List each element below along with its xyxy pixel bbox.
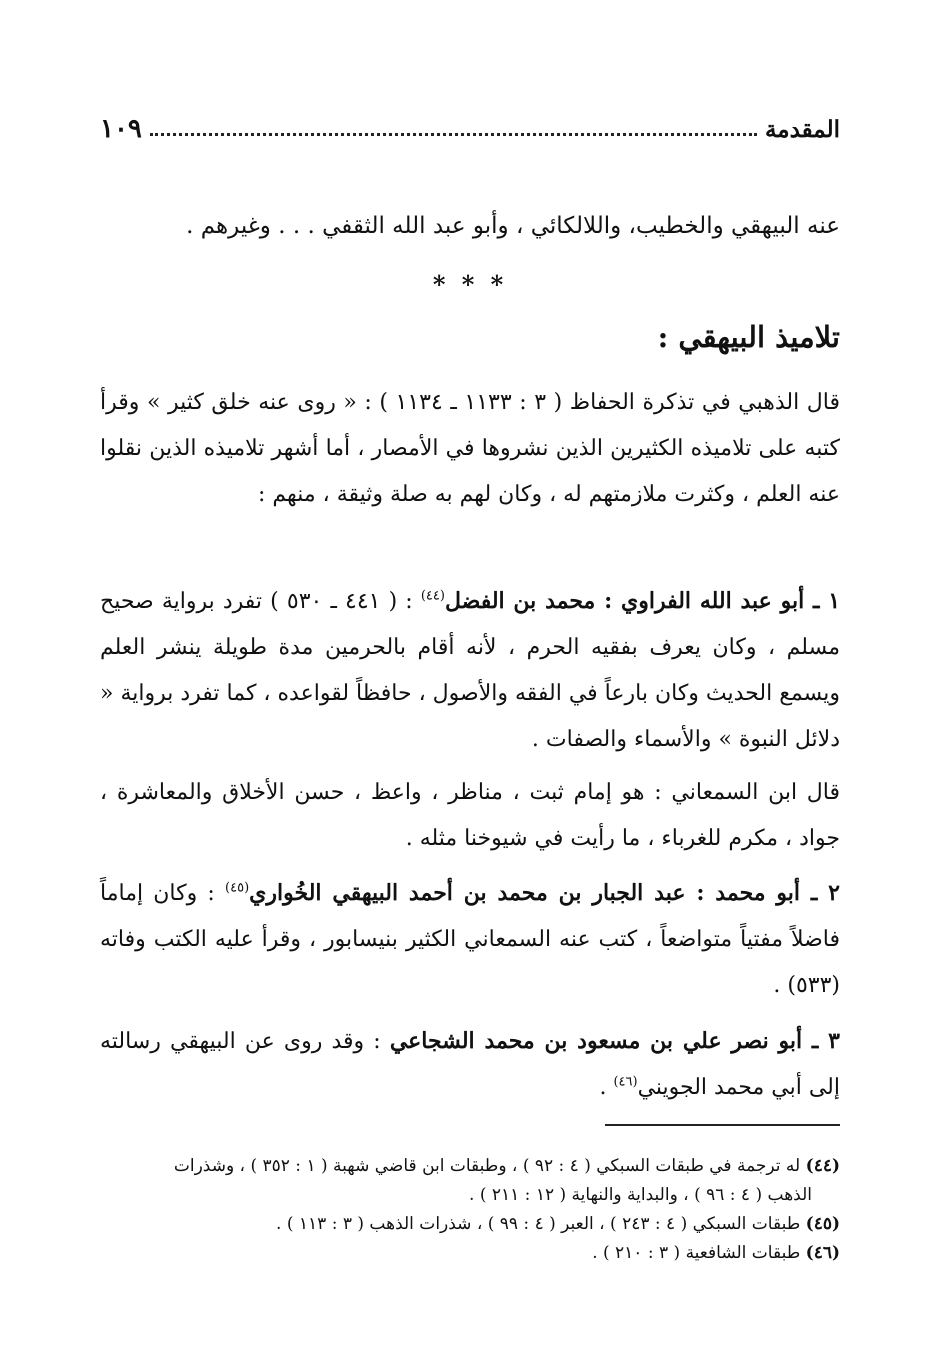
intro-line: عنه البيهقي والخطيب، واللالكائي ، وأبو عبد الله الثقفي . . . وغيرهم . [186,213,840,239]
student-3-name: ٣ ـ أبو نصر علي بن مسعود بن محمد الشجاعي [389,1028,840,1054]
paragraph-dhahabi: قال الذهبي في تذكرة الحفاظ ( ٣ : ١١٣٣ ـ ١١٣٤ ) : « روى عنه خلق كثير » وقرأ كتبه على تلاميذه الكثيرين الذين نشروها في الأمصار ، أما أشهر تلاميذه الذين نقلوا عنه العلم ، وكثرت ملازمتهم له ، وكان لهم به صلة وثيقة ، منهم : [100,390,840,507]
student-1-text: : ( ٤٤١ ـ ٥٣٠ ) تفرد برواية صحيح مسلم ، وكان يعرف بفقيه الحرم ، لأنه أقام بالحرمين مدة طويلة ينشر العلم ويسمع الحديث وكان بارعاً في الفقه والأصول ، حافظاً لقواعده ، كما تفرد برواية « دلائل النبوة » والأسماء والصفات . [99,589,840,752]
footnotes [100,1152,840,1268]
footnote-46 [100,1239,840,1268]
section-heading: تلاميذ البيهقي : [657,320,840,354]
footnote-45 [100,1210,840,1239]
footnote-ref: (٤٦) [805,1243,840,1263]
footnote-text: طبقات السبكي ( ٤ : ٢٤٣ ) ، العبر ( ٤ : ٩٩ ) ، شذرات الذهب ( ٣ : ١١٣ ) . [276,1214,801,1234]
footnote-mark-46: (٤٦) [613,1074,638,1090]
quote-samani: قال ابن السمعاني : هو إمام ثبت ، مناظر ، واعظ ، حسن الأخلاق والمعاشرة ، جواد ، مكرم للغرباء ، ما رأيت في شيوخنا مثله . [100,780,840,851]
footnote-ref: (٤٥) [805,1214,840,1234]
footnote-text: طبقات الشافعية ( ٣ : ٢١٠ ) . [592,1243,801,1263]
page-number: ١٠٩ [100,114,142,144]
student-3-end: . [599,1075,607,1100]
running-header [100,112,840,146]
leader-dots [150,133,757,136]
footnote-44-continuation: الذهب ( ٤ : ٩٦ ) ، والبداية والنهاية ( ١٢ : ٢١١ ) . [469,1185,812,1205]
footnote-ref: (٤٤) [805,1156,840,1176]
student-2-paragraph [100,870,840,1009]
student-3-paragraph [100,1018,840,1111]
student-1-name: ١ ـ أبو عبد الله الفراوي : محمد بن الفضل [444,588,841,614]
section-separator: * * * [432,270,508,299]
student-2-name: ٢ ـ أبو محمد : عبد الجبار بن محمد بن أحمد البيهقي الخُواري [249,880,840,906]
footnote-44 [100,1152,840,1181]
footnote-rule [605,1124,840,1126]
chapter-title: المقدمة [764,115,840,143]
footnote-text: له ترجمة في طبقات السبكي ( ٤ : ٩٢ ) ، وطبقات ابن قاضي شهبة ( ١ : ٣٥٢ ) ، وشذرات [173,1156,801,1176]
footnote-mark-45: (٤٥) [225,880,250,896]
student-1-paragraph [100,578,840,763]
student-2-text: : وكان إماماً فاضلاً مفتياً متواضعاً ، كتب عنه السمعاني الكثير بنيسابور ، وقرأ عليه الكتب وفاته (٥٣٣) . [100,881,840,998]
footnote-mark-44: (٤٤) [420,588,445,604]
student-3-text: : وقد روى عن البيهقي رسالته إلى أبي محمد الجويني [100,1029,840,1100]
